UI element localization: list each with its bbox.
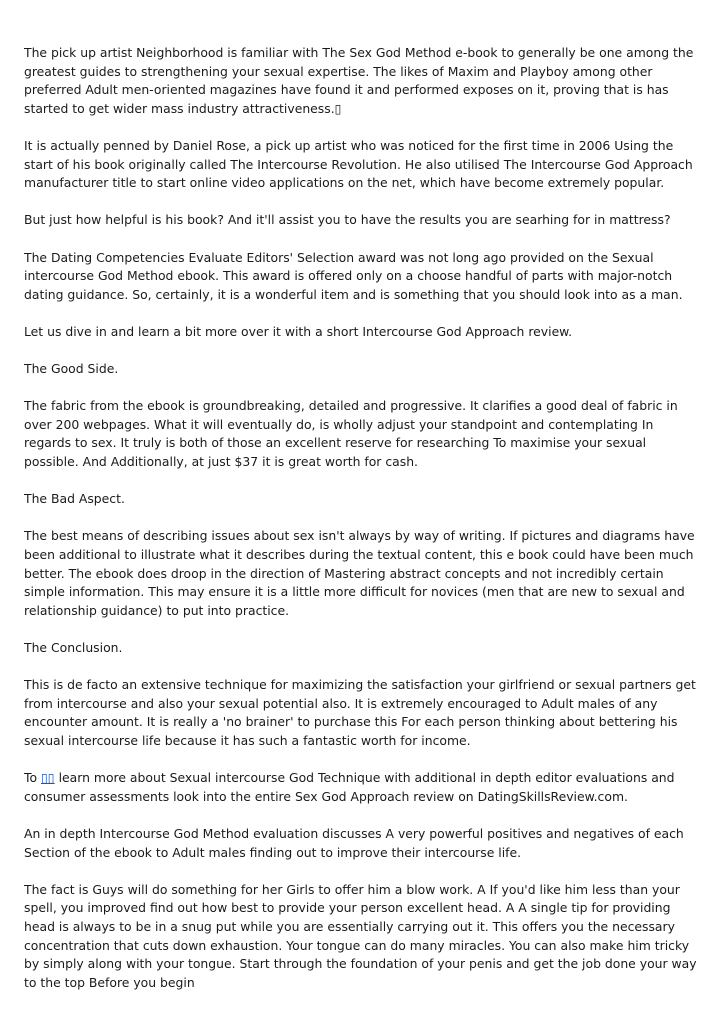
paragraph-author: It is actually penned by Daniel Rose, a pick up artist who was noticed for the first time in 2006 Using the start of his book originally called The Intercourse Revolution. He also utilised The Intercourse God Approach manufacturer title to start online video applications on the net, which have become extremely popular. <box>24 137 693 191</box>
article-body <box>24 44 700 1011</box>
paragraph-conclusion: This is de facto an extensive technique for maximizing the satisfaction your girlfriend or sexual partners get from intercourse and also your sexual potential also. It is extremely encouraged to Adult males of any encounter amount. It is really a 'no brainer' to purchase this For each person thinking about bettering his sexual intercourse life because it has such a fantastic worth for income. <box>24 677 696 748</box>
paragraph-question: But just how helpful is his book? And it'll assist you to have the results you are searhing for in mattress? <box>24 212 671 228</box>
learn-more-link[interactable]: ▯▯ <box>40 770 55 786</box>
heading-conclusion: The Conclusion. <box>24 640 123 655</box>
paragraph-tips: The fact is Guys will do something for her Girls to offer him a blow work. A If you'd like him less than your spell, you improved find out how best to provide your person excellent head. A A single tip for providing head is always to be in a snug put while you are essentially carrying out it. This offers you the necessary concentration that cuts down exhaustion. Your tongue can do many miracles. You can also make him tricky by simply along with your tongue. Start through the foundation of your penis and get the job done your way to the top Before you begin <box>24 881 697 990</box>
paragraph-evaluation: An in depth Intercourse God Method evaluation discusses A very powerful positives and negatives of each Section of the ebook to Adult males finding out to improve their intercourse life. <box>24 825 684 860</box>
heading-good-side: The Good Side. <box>24 361 119 377</box>
learn-more-prefix: To <box>24 770 41 786</box>
heading-bad-aspect: The Bad Aspect. <box>24 491 125 507</box>
learn-more-suffix: learn more about Sexual intercourse God Technique with additional in depth editor evaluations and consumer assessments look into the entire Sex God Approach review on DatingSkillsReview.com. <box>24 770 675 804</box>
paragraph-learn-more <box>24 769 700 806</box>
paragraph-bad-aspect: The best means of describing issues about sex isn't always by way of writing. If pictures and diagrams have been additional to illustrate what it describes during the textual content, this e book could have been much better. The ebook does droop in the direction of Mastering abstract concepts and not incredibly certain simple information. This may ensure it is a little more difficult for novices (men that are new to sexual and relationship guidance) to put into practice. <box>24 528 695 618</box>
paragraph-intro: The pick up artist Neighborhood is familiar with The Sex God Method e-book to generally be one among the greatest guides to strengthening your sexual expertise. The likes of Maxim and Playboy among other preferred Adult men-oriented magazines have found it and performed exposes on it, proving that is has started to get wider mass industry attractiveness.▯ <box>24 45 694 116</box>
paragraph-good-side: The fabric from the ebook is groundbreaking, detailed and progressive. It clarifies a good deal of fabric in over 200 webpages. What it will eventually do, is wholly adjust your standpoint and contemplating In regards to sex. It truly is both of those an excellent reserve for researching To maximise your sexual possible. And Additionally, at just $37 it is great worth for cash. <box>24 398 678 470</box>
paragraph-review-intro: Let us dive in and learn a bit more over it with a short Intercourse God Approach review. <box>24 323 573 339</box>
paragraph-award: The Dating Competencies Evaluate Editors' Selection award was not long ago provided on the Sexual intercourse God Method ebook. This award is offered only on a choose handful of parts with major-notch dating guidance. So, certainly, it is a wonderful item and is something that you should look into as a man. <box>24 249 683 302</box>
